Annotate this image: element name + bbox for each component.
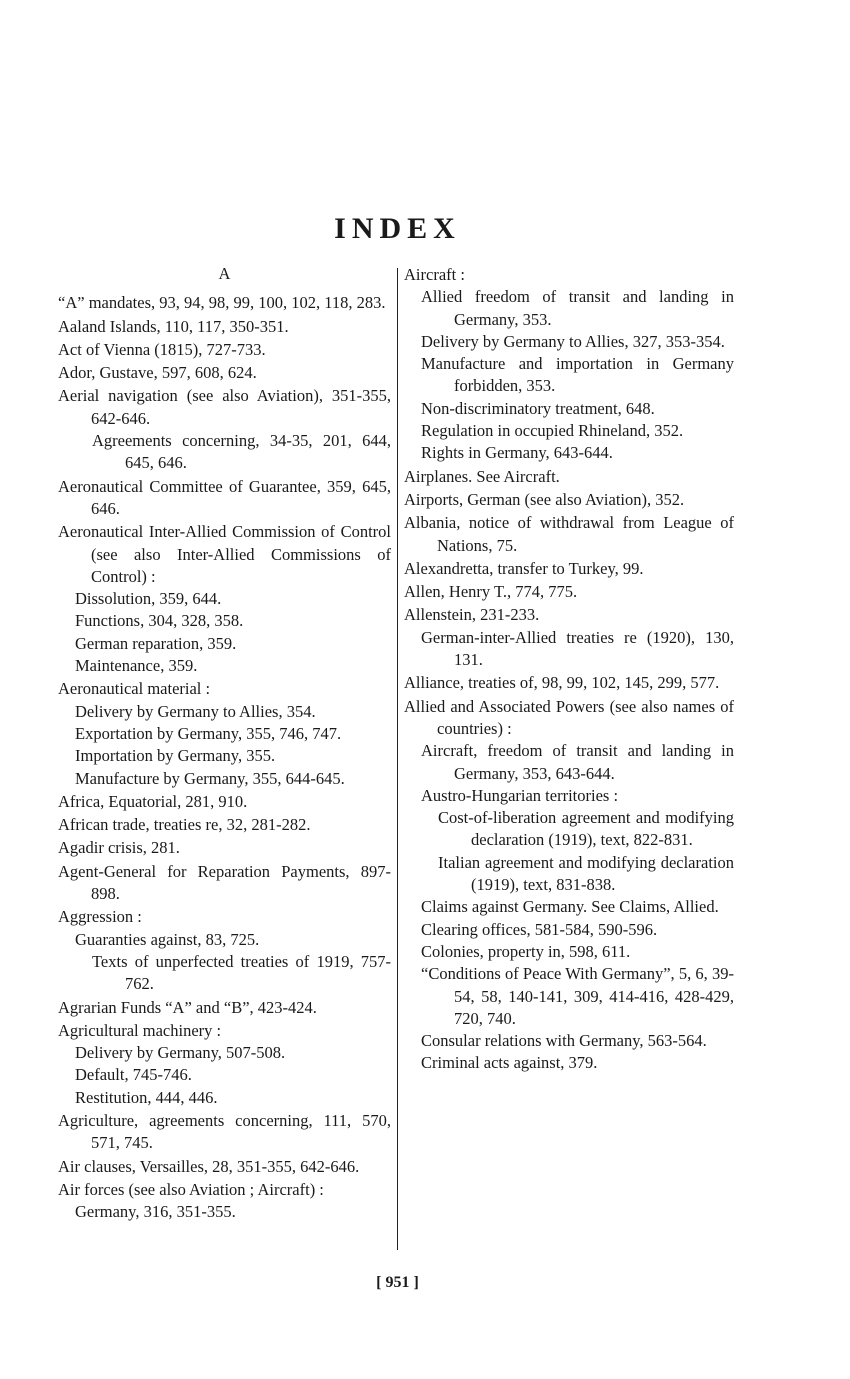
index-entry: African trade, treaties re, 32, 281-282. xyxy=(58,815,311,835)
index-subentry: Italian agreement and modifying declaration (1919), text, 831-838. xyxy=(438,852,734,895)
index-subentry: Consular relations with Germany, 563-564. xyxy=(421,1031,707,1051)
index-entry: Air forces (see also Aviation ; Aircraft) : xyxy=(58,1179,324,1199)
index-entry: Alliance, treaties of, 98, 99, 102, 145, 299, 577. xyxy=(404,673,720,693)
index-subentry: Delivery by Germany to Allies, 354. xyxy=(75,701,316,721)
page-number: [ 951 ] xyxy=(376,1274,419,1291)
index-entry: Airports, German (see also Aviation), 352. xyxy=(404,489,685,509)
index-subentry: Exportation by Germany, 355, 746, 747. xyxy=(75,723,342,743)
index-entry: Agriculture, agreements concerning, 111, 570, 571, 745. xyxy=(58,1110,391,1153)
index-subentry: Germany, 316, 351-355. xyxy=(75,1202,236,1222)
index-subentry: Non-discriminatory treatment, 648. xyxy=(421,398,655,418)
index-entry: Agent-General for Reparation Payments, 897-898. xyxy=(58,861,391,904)
index-entry: Aeronautical material : xyxy=(58,679,211,699)
index-entry: Africa, Equatorial, 281, 910. xyxy=(58,791,248,811)
index-entry: Allenstein, 231-233. xyxy=(404,605,540,625)
index-entry: Agadir crisis, 281. xyxy=(58,838,180,858)
index-subentry: Importation by Germany, 355. xyxy=(75,746,276,766)
index-subentry: Agreements concerning, 34-35, 201, 644, 645, 646. xyxy=(92,431,391,473)
index-subentry: Maintenance, 359. xyxy=(75,656,198,676)
index-subentry: Clearing offices, 581-584, 590-596. xyxy=(421,919,658,939)
index-subentry: German reparation, 359. xyxy=(75,633,237,653)
index-entry: Aircraft : xyxy=(404,265,465,284)
index-entry: Allen, Henry T., 774, 775. xyxy=(404,582,578,602)
index-entry: Aerial navigation (see also Aviation), 351-355, 642-646. xyxy=(58,386,391,428)
index-subentry: Guaranties against, 83, 725. xyxy=(75,929,260,949)
index-column-right xyxy=(404,263,734,1075)
index-subentry: Rights in Germany, 643-644. xyxy=(421,443,613,463)
index-subentry: Aircraft, freedom of transit and landing in Germany, 353, 643-644. xyxy=(421,741,734,783)
index-subentry: Colonies, property in, 598, 611. xyxy=(421,941,631,961)
index-subentry: Functions, 304, 328, 358. xyxy=(75,611,244,631)
index-entry: Aaland Islands, 110, 117, 350-351. xyxy=(58,316,289,336)
index-subentry: “Conditions of Peace With Germany”, 5, 6, 39-54, 58, 140-141, 309, 414-416, 428-429, 720, 740. xyxy=(421,964,734,1028)
left-entry-list xyxy=(58,292,391,1223)
section-letter-heading: A xyxy=(218,264,231,283)
index-subentry: Regulation in occupied Rhineland, 352. xyxy=(421,421,684,441)
index-subentry: Manufacture and importation in Germany forbidden, 353. xyxy=(421,354,734,396)
index-entry: Albania, notice of withdrawal from League of Nations, 75. xyxy=(404,513,734,555)
index-subentry: Restitution, 444, 446. xyxy=(75,1087,218,1107)
index-subentry: Allied freedom of transit and landing in Germany, 353. xyxy=(421,287,734,329)
index-entry: Alexandretta, transfer to Turkey, 99. xyxy=(404,558,644,578)
index-entry: Aeronautical Committee of Guarantee, 359, 645, 646. xyxy=(58,476,391,518)
index-entry: Agricultural machinery : xyxy=(58,1020,222,1040)
index-subentry: Default, 745-746. xyxy=(75,1065,192,1085)
column-divider xyxy=(397,268,398,1250)
index-entry: Aggression : xyxy=(58,907,142,927)
index-subentry: German-inter-Allied treaties re (1920), 130, 131. xyxy=(421,627,734,670)
right-entry-list xyxy=(404,264,734,1075)
index-subentry: Dissolution, 359, 644. xyxy=(75,589,222,609)
index-entry: Airplanes. See Aircraft. xyxy=(404,466,560,486)
index-entry: Agrarian Funds “A” and “B”, 423-424. xyxy=(58,997,317,1017)
index-column-left xyxy=(58,263,391,1223)
index-subentry: Cost-of-liberation agreement and modifying declaration (1919), text, 822-831. xyxy=(438,808,734,850)
index-subentry: Claims against Germany. See Claims, Allied. xyxy=(421,897,719,917)
index-subentry: Criminal acts against, 379. xyxy=(421,1053,598,1073)
index-entry: “A” mandates, 93, 94, 98, 99, 100, 102, 118, 283. xyxy=(58,293,386,313)
index-subentry: Delivery by Germany to Allies, 327, 353-354. xyxy=(421,331,725,351)
index-entry: Aeronautical Inter-Allied Commission of Control (see also Inter-Allied Commissions of Control) : xyxy=(58,522,391,586)
index-entry: Air clauses, Versailles, 28, 351-355, 642-646. xyxy=(58,1156,360,1176)
index-entry: Ador, Gustave, 597, 608, 624. xyxy=(58,363,257,383)
index-subentry: Austro-Hungarian territories : xyxy=(421,785,619,805)
index-entry: Act of Vienna (1815), 727-733. xyxy=(58,339,266,359)
index-entry: Allied and Associated Powers (see also names of countries) : xyxy=(404,696,734,738)
index-subentry: Manufacture by Germany, 355, 644-645. xyxy=(75,768,345,788)
index-subentry: Texts of unperfected treaties of 1919, 757-762. xyxy=(92,951,391,994)
index-subentry: Delivery by Germany, 507-508. xyxy=(75,1043,286,1063)
page-title: INDEX xyxy=(334,212,461,245)
